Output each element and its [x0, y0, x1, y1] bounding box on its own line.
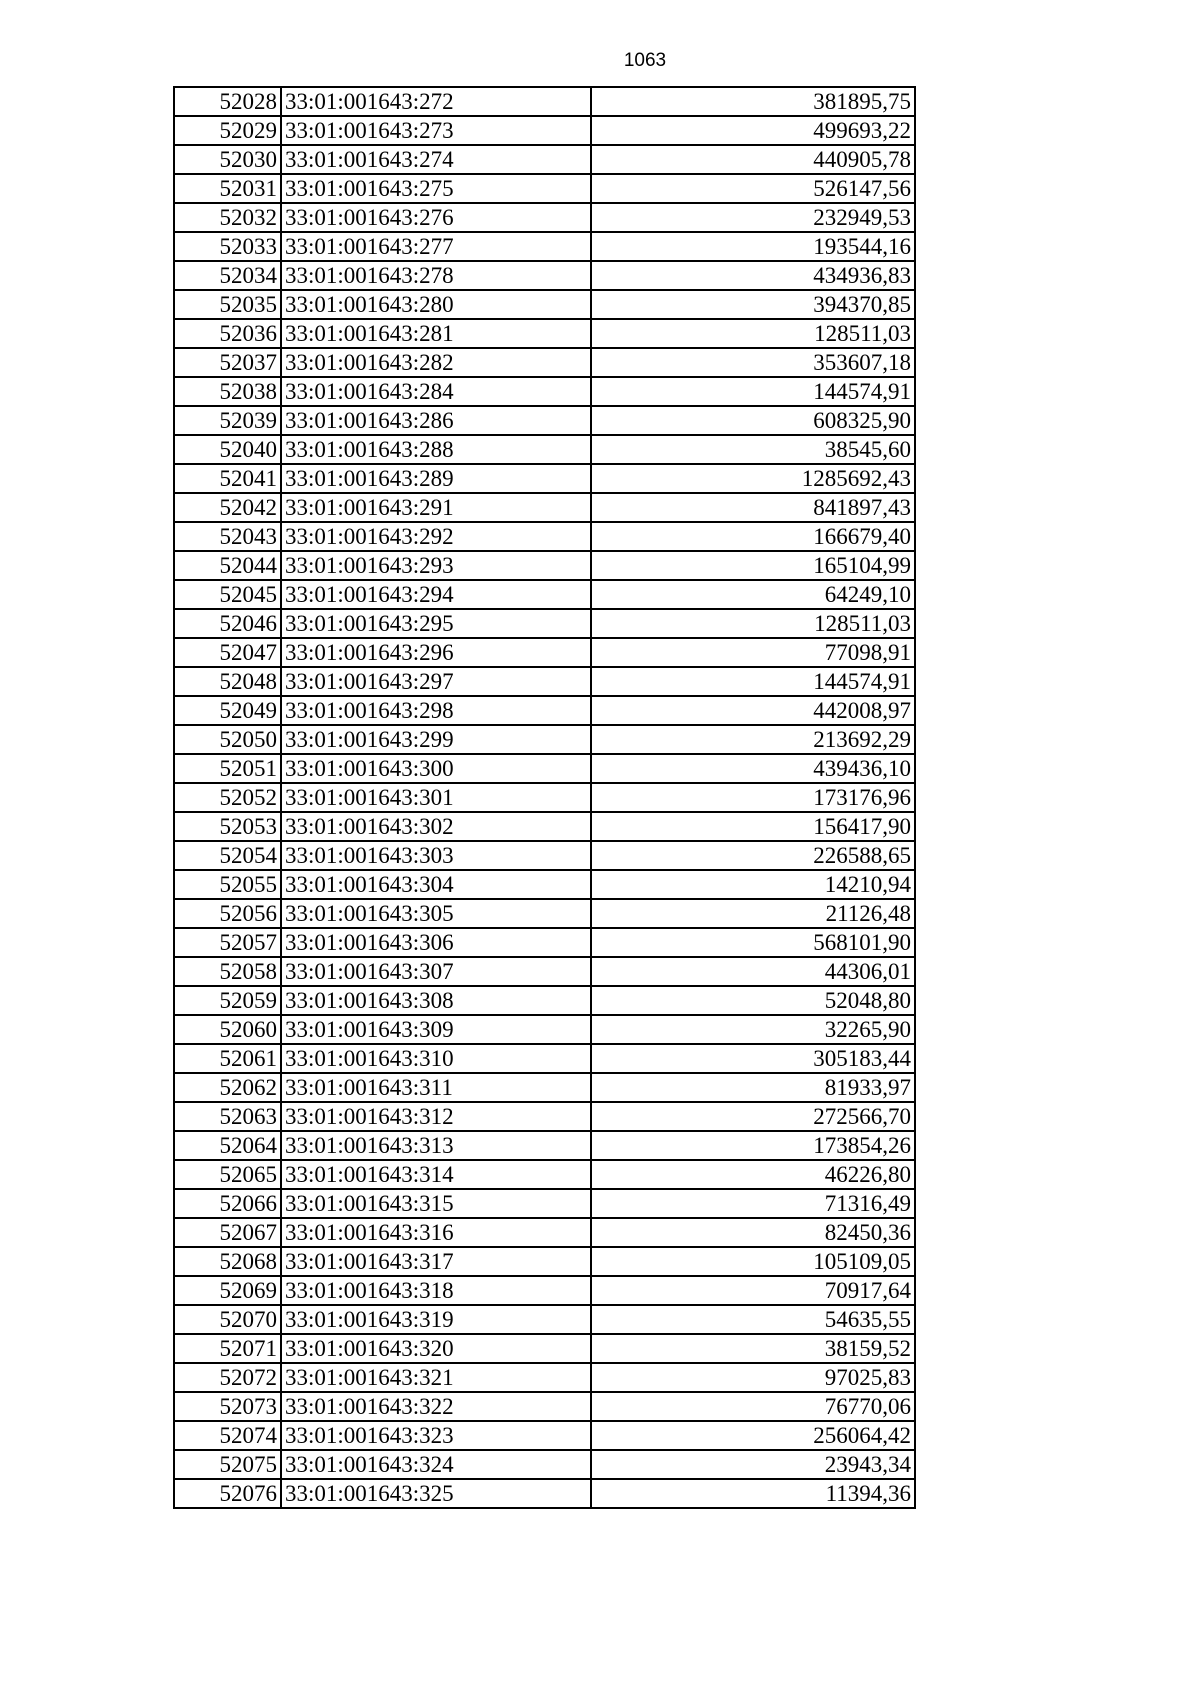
cadastral-number-cell: 33:01:001643:320 — [281, 1334, 591, 1363]
cadastral-value-cell: 394370,85 — [591, 290, 915, 319]
cadastral-value-cell: 71316,49 — [591, 1189, 915, 1218]
row-number-cell: 52061 — [174, 1044, 281, 1073]
cadastral-number-cell: 33:01:001643:325 — [281, 1479, 591, 1508]
table-row — [174, 290, 915, 319]
table-row — [174, 667, 915, 696]
cadastral-number-cell: 33:01:001643:297 — [281, 667, 591, 696]
row-number-cell: 52070 — [174, 1305, 281, 1334]
row-number-cell: 52068 — [174, 1247, 281, 1276]
row-number-cell: 52045 — [174, 580, 281, 609]
cadastral-value-cell: 193544,16 — [591, 232, 915, 261]
cadastral-value-table — [173, 86, 916, 1509]
cadastral-value-cell: 353607,18 — [591, 348, 915, 377]
cadastral-number-cell: 33:01:001643:293 — [281, 551, 591, 580]
table-row — [174, 493, 915, 522]
row-number-cell: 52072 — [174, 1363, 281, 1392]
cadastral-value-cell: 434936,83 — [591, 261, 915, 290]
cadastral-value-cell: 64249,10 — [591, 580, 915, 609]
row-number-cell: 52046 — [174, 609, 281, 638]
cadastral-value-cell: 173176,96 — [591, 783, 915, 812]
cadastral-value-cell: 32265,90 — [591, 1015, 915, 1044]
table-row — [174, 1015, 915, 1044]
row-number-cell: 52060 — [174, 1015, 281, 1044]
cadastral-value-cell: 173854,26 — [591, 1131, 915, 1160]
cadastral-value-cell: 23943,34 — [591, 1450, 915, 1479]
cadastral-number-cell: 33:01:001643:323 — [281, 1421, 591, 1450]
row-number-cell: 52076 — [174, 1479, 281, 1508]
cadastral-number-cell: 33:01:001643:316 — [281, 1218, 591, 1247]
table-row — [174, 464, 915, 493]
row-number-cell: 52056 — [174, 899, 281, 928]
cadastral-value-cell: 77098,91 — [591, 638, 915, 667]
row-number-cell: 52058 — [174, 957, 281, 986]
row-number-cell: 52075 — [174, 1450, 281, 1479]
cadastral-number-cell: 33:01:001643:288 — [281, 435, 591, 464]
table-body — [174, 87, 915, 1508]
cadastral-number-cell: 33:01:001643:284 — [281, 377, 591, 406]
cadastral-value-cell: 46226,80 — [591, 1160, 915, 1189]
cadastral-number-cell: 33:01:001643:298 — [281, 696, 591, 725]
table-row — [174, 696, 915, 725]
cadastral-value-cell: 82450,36 — [591, 1218, 915, 1247]
row-number-cell: 52067 — [174, 1218, 281, 1247]
table-row — [174, 899, 915, 928]
cadastral-number-cell: 33:01:001643:299 — [281, 725, 591, 754]
row-number-cell: 52071 — [174, 1334, 281, 1363]
cadastral-value-cell: 1285692,43 — [591, 464, 915, 493]
table-row — [174, 435, 915, 464]
cadastral-value-cell: 44306,01 — [591, 957, 915, 986]
table-row — [174, 1189, 915, 1218]
cadastral-value-cell: 442008,97 — [591, 696, 915, 725]
row-number-cell: 52031 — [174, 174, 281, 203]
cadastral-value-cell: 499693,22 — [591, 116, 915, 145]
cadastral-number-cell: 33:01:001643:292 — [281, 522, 591, 551]
cadastral-number-cell: 33:01:001643:280 — [281, 290, 591, 319]
row-number-cell: 52050 — [174, 725, 281, 754]
cadastral-value-cell: 439436,10 — [591, 754, 915, 783]
row-number-cell: 52042 — [174, 493, 281, 522]
row-number-cell: 52065 — [174, 1160, 281, 1189]
cadastral-number-cell: 33:01:001643:324 — [281, 1450, 591, 1479]
row-number-cell: 52052 — [174, 783, 281, 812]
cadastral-value-cell: 568101,90 — [591, 928, 915, 957]
row-number-cell: 52053 — [174, 812, 281, 841]
table-row — [174, 609, 915, 638]
table-row — [174, 377, 915, 406]
cadastral-value-cell: 144574,91 — [591, 667, 915, 696]
row-number-cell: 52037 — [174, 348, 281, 377]
cadastral-number-cell: 33:01:001643:294 — [281, 580, 591, 609]
row-number-cell: 52032 — [174, 203, 281, 232]
row-number-cell: 52038 — [174, 377, 281, 406]
table-row — [174, 522, 915, 551]
table-row — [174, 348, 915, 377]
row-number-cell: 52034 — [174, 261, 281, 290]
cadastral-value-cell: 841897,43 — [591, 493, 915, 522]
cadastral-value-cell: 272566,70 — [591, 1102, 915, 1131]
cadastral-number-cell: 33:01:001643:310 — [281, 1044, 591, 1073]
cadastral-number-cell: 33:01:001643:286 — [281, 406, 591, 435]
cadastral-number-cell: 33:01:001643:304 — [281, 870, 591, 899]
page-number: 1063 — [623, 50, 667, 71]
cadastral-number-cell: 33:01:001643:317 — [281, 1247, 591, 1276]
cadastral-number-cell: 33:01:001643:275 — [281, 174, 591, 203]
table-row — [174, 1218, 915, 1247]
cadastral-number-cell: 33:01:001643:313 — [281, 1131, 591, 1160]
table-row — [174, 1073, 915, 1102]
row-number-cell: 52057 — [174, 928, 281, 957]
cadastral-value-cell: 70917,64 — [591, 1276, 915, 1305]
cadastral-value-cell: 213692,29 — [591, 725, 915, 754]
table-row — [174, 1363, 915, 1392]
row-number-cell: 52051 — [174, 754, 281, 783]
cadastral-number-cell: 33:01:001643:322 — [281, 1392, 591, 1421]
table-row — [174, 725, 915, 754]
table-row — [174, 232, 915, 261]
row-number-cell: 52062 — [174, 1073, 281, 1102]
table-row — [174, 116, 915, 145]
cadastral-number-cell: 33:01:001643:274 — [281, 145, 591, 174]
cadastral-value-cell: 526147,56 — [591, 174, 915, 203]
row-number-cell: 52040 — [174, 435, 281, 464]
cadastral-number-cell: 33:01:001643:308 — [281, 986, 591, 1015]
cadastral-number-cell: 33:01:001643:281 — [281, 319, 591, 348]
table-row — [174, 1334, 915, 1363]
cadastral-value-cell: 165104,99 — [591, 551, 915, 580]
table-row — [174, 1044, 915, 1073]
row-number-cell: 52047 — [174, 638, 281, 667]
row-number-cell: 52063 — [174, 1102, 281, 1131]
cadastral-number-cell: 33:01:001643:300 — [281, 754, 591, 783]
table-row — [174, 1102, 915, 1131]
cadastral-value-cell: 608325,90 — [591, 406, 915, 435]
table-row — [174, 1305, 915, 1334]
table-row — [174, 1479, 915, 1508]
cadastral-number-cell: 33:01:001643:311 — [281, 1073, 591, 1102]
cadastral-value-cell: 38159,52 — [591, 1334, 915, 1363]
row-number-cell: 52028 — [174, 87, 281, 116]
cadastral-value-cell: 97025,83 — [591, 1363, 915, 1392]
table-row — [174, 1247, 915, 1276]
cadastral-value-cell: 440905,78 — [591, 145, 915, 174]
row-number-cell: 52073 — [174, 1392, 281, 1421]
cadastral-value-cell: 76770,06 — [591, 1392, 915, 1421]
row-number-cell: 52069 — [174, 1276, 281, 1305]
table-row — [174, 754, 915, 783]
table-row — [174, 957, 915, 986]
row-number-cell: 52044 — [174, 551, 281, 580]
row-number-cell: 52041 — [174, 464, 281, 493]
table-row — [174, 1276, 915, 1305]
cadastral-number-cell: 33:01:001643:321 — [281, 1363, 591, 1392]
cadastral-value-cell: 226588,65 — [591, 841, 915, 870]
cadastral-value-cell: 144574,91 — [591, 377, 915, 406]
row-number-cell: 52048 — [174, 667, 281, 696]
cadastral-number-cell: 33:01:001643:314 — [281, 1160, 591, 1189]
cadastral-value-cell: 105109,05 — [591, 1247, 915, 1276]
row-number-cell: 52030 — [174, 145, 281, 174]
table-row — [174, 1392, 915, 1421]
cadastral-number-cell: 33:01:001643:312 — [281, 1102, 591, 1131]
row-number-cell: 52035 — [174, 290, 281, 319]
table-row — [174, 870, 915, 899]
cadastral-number-cell: 33:01:001643:278 — [281, 261, 591, 290]
table-row — [174, 1450, 915, 1479]
cadastral-number-cell: 33:01:001643:295 — [281, 609, 591, 638]
cadastral-value-cell: 305183,44 — [591, 1044, 915, 1073]
table-row — [174, 87, 915, 116]
cadastral-number-cell: 33:01:001643:296 — [281, 638, 591, 667]
cadastral-number-cell: 33:01:001643:305 — [281, 899, 591, 928]
cadastral-number-cell: 33:01:001643:276 — [281, 203, 591, 232]
cadastral-value-cell: 14210,94 — [591, 870, 915, 899]
cadastral-value-cell: 54635,55 — [591, 1305, 915, 1334]
cadastral-value-cell: 11394,36 — [591, 1479, 915, 1508]
cadastral-number-cell: 33:01:001643:319 — [281, 1305, 591, 1334]
cadastral-number-cell: 33:01:001643:302 — [281, 812, 591, 841]
cadastral-value-cell: 21126,48 — [591, 899, 915, 928]
row-number-cell: 52036 — [174, 319, 281, 348]
cadastral-value-cell: 38545,60 — [591, 435, 915, 464]
cadastral-number-cell: 33:01:001643:272 — [281, 87, 591, 116]
row-number-cell: 52054 — [174, 841, 281, 870]
table-row — [174, 1160, 915, 1189]
cadastral-number-cell: 33:01:001643:289 — [281, 464, 591, 493]
row-number-cell: 52033 — [174, 232, 281, 261]
cadastral-number-cell: 33:01:001643:273 — [281, 116, 591, 145]
cadastral-number-cell: 33:01:001643:318 — [281, 1276, 591, 1305]
table-row — [174, 928, 915, 957]
row-number-cell: 52074 — [174, 1421, 281, 1450]
table-row — [174, 174, 915, 203]
table-row — [174, 841, 915, 870]
cadastral-number-cell: 33:01:001643:291 — [281, 493, 591, 522]
table-row — [174, 319, 915, 348]
table-row — [174, 638, 915, 667]
table-row — [174, 580, 915, 609]
table-row — [174, 783, 915, 812]
row-number-cell: 52064 — [174, 1131, 281, 1160]
table-row — [174, 261, 915, 290]
cadastral-number-cell: 33:01:001643:303 — [281, 841, 591, 870]
table-row — [174, 145, 915, 174]
row-number-cell: 52049 — [174, 696, 281, 725]
cadastral-value-cell: 156417,90 — [591, 812, 915, 841]
cadastral-number-cell: 33:01:001643:282 — [281, 348, 591, 377]
row-number-cell: 52059 — [174, 986, 281, 1015]
table-row — [174, 1131, 915, 1160]
row-number-cell: 52043 — [174, 522, 281, 551]
table-row — [174, 986, 915, 1015]
cadastral-value-cell: 166679,40 — [591, 522, 915, 551]
table-row — [174, 551, 915, 580]
cadastral-number-cell: 33:01:001643:301 — [281, 783, 591, 812]
cadastral-value-cell: 128511,03 — [591, 609, 915, 638]
cadastral-value-cell: 381895,75 — [591, 87, 915, 116]
cadastral-value-cell: 52048,80 — [591, 986, 915, 1015]
cadastral-value-cell: 256064,42 — [591, 1421, 915, 1450]
row-number-cell: 52029 — [174, 116, 281, 145]
row-number-cell: 52039 — [174, 406, 281, 435]
cadastral-number-cell: 33:01:001643:306 — [281, 928, 591, 957]
table-row — [174, 812, 915, 841]
cadastral-value-cell: 81933,97 — [591, 1073, 915, 1102]
cadastral-number-cell: 33:01:001643:307 — [281, 957, 591, 986]
table-row — [174, 203, 915, 232]
cadastral-value-cell: 128511,03 — [591, 319, 915, 348]
table-row — [174, 406, 915, 435]
table-row — [174, 1421, 915, 1450]
cadastral-number-cell: 33:01:001643:309 — [281, 1015, 591, 1044]
cadastral-number-cell: 33:01:001643:315 — [281, 1189, 591, 1218]
cadastral-value-cell: 232949,53 — [591, 203, 915, 232]
cadastral-number-cell: 33:01:001643:277 — [281, 232, 591, 261]
row-number-cell: 52066 — [174, 1189, 281, 1218]
row-number-cell: 52055 — [174, 870, 281, 899]
